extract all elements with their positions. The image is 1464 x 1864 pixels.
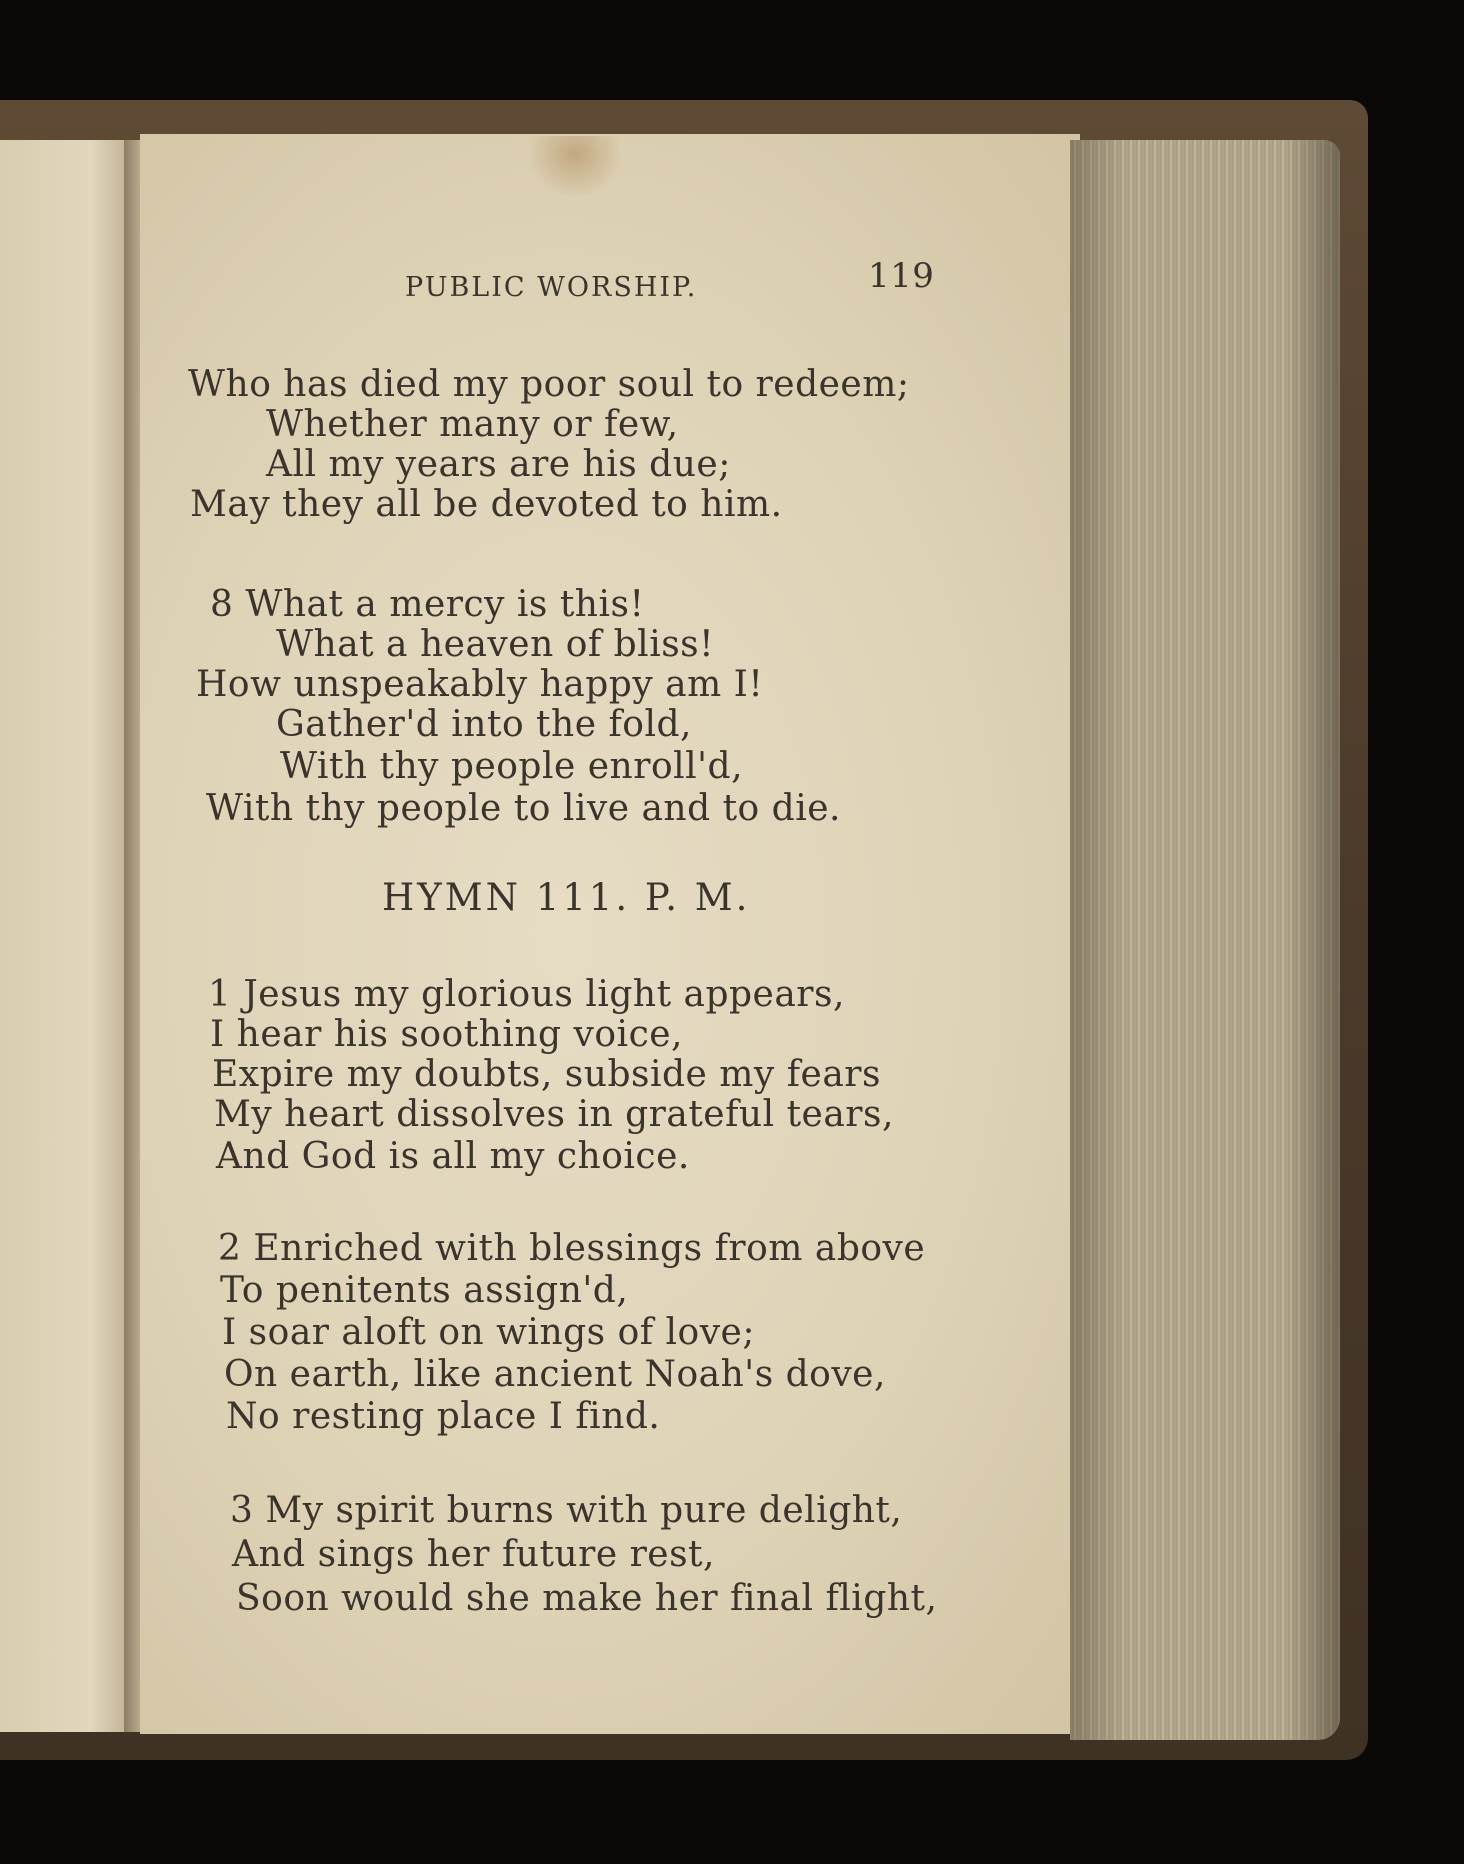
verse-line: May they all be devoted to him. (190, 484, 783, 525)
verse-line: My heart dissolves in grateful tears, (214, 1094, 894, 1135)
fore-edge-shadow (1070, 140, 1340, 1740)
page-stain (530, 136, 620, 196)
verse-line: To penitents assign'd, (220, 1270, 629, 1311)
hymn-title: HYMN 111. P. M. (382, 876, 751, 919)
verse-line: And God is all my choice. (216, 1136, 690, 1177)
verse-line: Who has died my poor soul to redeem; (188, 364, 910, 405)
verse-line: 8 What a mercy is this! (210, 584, 645, 625)
verse-line: Gather'd into the fold, (276, 704, 692, 745)
verse-line: Expire my doubts, subside my fears (212, 1054, 881, 1095)
verse-line: How unspeakably happy am I! (196, 664, 764, 705)
running-head: PUBLIC WORSHIP. (405, 272, 698, 303)
left-page-edge (0, 140, 130, 1732)
verse-line: With thy people to live and to die. (206, 788, 841, 829)
verse-line: I soar aloft on wings of love; (222, 1312, 755, 1353)
verse-line: I hear his soothing voice, (210, 1014, 683, 1055)
verse-line: Whether many or few, (266, 404, 679, 445)
verse-line: All my years are his due; (266, 444, 731, 485)
verse-line: With thy people enroll'd, (280, 746, 744, 787)
verse-line: What a heaven of bliss! (276, 624, 715, 665)
verse-line: On earth, like ancient Noah's dove, (224, 1354, 886, 1395)
verse-line: 3 My spirit burns with pure delight, (230, 1490, 903, 1531)
verse-line: 2 Enriched with blessings from above (218, 1228, 926, 1269)
verse-line: 1 Jesus my glorious light appears, (208, 974, 845, 1015)
verse-line: And sings her future rest, (232, 1534, 715, 1575)
page-number: 119 (868, 256, 935, 296)
verse-line: Soon would she make her final flight, (236, 1578, 938, 1619)
verse-line: No resting place I find. (226, 1396, 661, 1437)
